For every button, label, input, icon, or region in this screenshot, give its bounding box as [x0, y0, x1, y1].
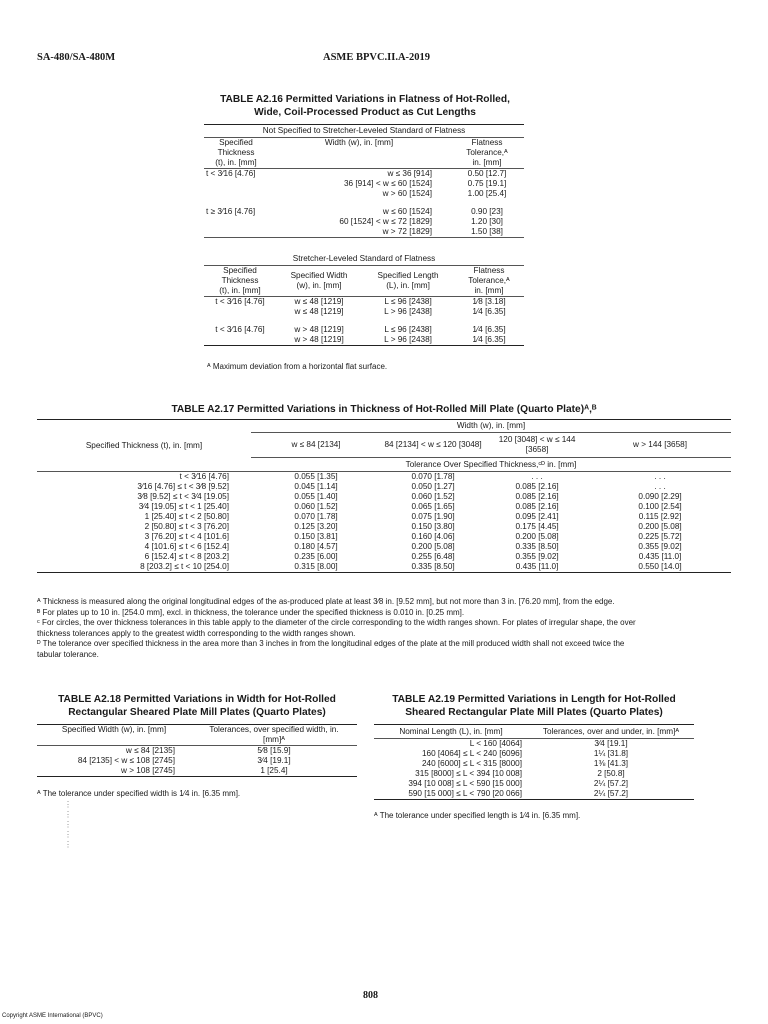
cell: 0.180 [4.57]: [294, 542, 338, 551]
cell: L ≤ 96 [2438]: [384, 325, 432, 334]
cell: 1⁄4 [6.35]: [472, 335, 506, 344]
cell: 5⁄8 [15.9]: [257, 746, 291, 755]
table-row: [204, 207, 524, 217]
cell: L > 96 [2438]: [384, 335, 432, 344]
cell: 0.550 [14.0]: [638, 562, 682, 571]
col-header-length: Nominal Length (L), in. [mm]: [399, 726, 503, 736]
cell: L < 160 [4064]: [469, 739, 522, 748]
header-line: Specified Length: [377, 271, 439, 280]
col-header-thickness: Specified Thickness (t), in. [mm]: [37, 420, 251, 472]
cell: 2¼ [57.2]: [593, 789, 629, 798]
table-row: [37, 562, 731, 573]
tolerance-subheader: Tolerance Over Specified Thickness,ᶜᴰ in. [mm]: [405, 459, 577, 469]
cell: 1⁄4 [6.35]: [472, 307, 506, 316]
cell: 8 [203.2] ≤ t < 10 [254.0]: [140, 562, 229, 571]
footnote: tabular tolerance.: [37, 649, 99, 659]
table-a2-17: [37, 419, 731, 573]
header-line: (t), in. [mm]: [219, 286, 261, 295]
cell: 1.20 [30]: [471, 217, 503, 226]
running-header-right: ASME BPVC.II.A-2019: [323, 52, 431, 63]
header-line: Thickness: [221, 276, 259, 285]
table-row: [374, 789, 694, 800]
cell: 0.085 [2.16]: [515, 482, 559, 491]
table-row: [37, 552, 731, 562]
cell: 0.225 [5.72]: [638, 532, 682, 541]
header-line: Thickness: [217, 148, 255, 157]
cell: 0.355 [9.02]: [515, 552, 559, 561]
footnote: ᶜ For circles, the over thickness tolerances in this table apply to the diameter of the circle corresponding to the width ranges shown. For plates of irregular shape, the over: [37, 618, 636, 627]
cell: 0.075 [1.90]: [411, 512, 455, 521]
cell: 0.060 [1.52]: [294, 502, 338, 511]
cell: 1 [25.4]: [260, 766, 288, 775]
cell: 394 [10 008] ≤ L < 590 [15 000]: [408, 779, 522, 788]
cell: 60 [1524] < w ≤ 72 [1829]: [339, 217, 432, 226]
cell: 1⅜ [41.3]: [593, 759, 629, 768]
cell: 0.095 [2.41]: [515, 512, 559, 521]
cell: w ≤ 48 [1219]: [294, 307, 344, 316]
cell: 36 [914] < w ≤ 60 [1524]: [343, 179, 432, 188]
title-line: Wide, Coil-Processed Product as Cut Lengths: [254, 107, 476, 118]
cell: 0.355 [9.02]: [638, 542, 682, 551]
header-line: Tolerance,ᴬ: [468, 276, 510, 285]
table-row: [374, 779, 694, 789]
title-line: Rectangular Sheared Plate Mill Plates (Quarto Plates): [68, 707, 326, 718]
cell: 0.160 [4.06]: [411, 532, 455, 541]
cell: 0.435 [11.0]: [515, 562, 559, 571]
cell: 3⁄4 [19.05] ≤ t < 1 [25.40]: [138, 502, 229, 511]
table-row: [204, 335, 524, 346]
cell: w > 60 [1524]: [382, 189, 432, 198]
title-line: TABLE A2.16 Permitted Variations in Flatness of Hot-Rolled,: [220, 94, 510, 105]
cell: L > 96 [2438]: [384, 307, 432, 316]
cell: 3⁄16 [4.76] ≤ t < 3⁄8 [9.52]: [137, 482, 229, 491]
table-row: [204, 217, 524, 227]
col-header-thickness: [204, 266, 276, 297]
cell: 0.90 [23]: [471, 207, 503, 216]
header-line: Tolerances, over specified width, in.: [209, 725, 339, 734]
cell: t < 3⁄16 [4.76]: [206, 169, 256, 178]
cell: 1¼ [31.8]: [593, 749, 629, 758]
col-header-thickness: [204, 138, 268, 169]
cell: 1.00 [25.4]: [467, 189, 507, 198]
margin-dots: ⋮ ⋮ ⋮ ⋮ ⋮: [64, 800, 72, 849]
cell: 0.255 [6.48]: [411, 552, 455, 561]
title-line: TABLE A2.19 Permitted Variations in Length for Hot-Rolled: [392, 694, 676, 705]
cell: 0.115 [2.92]: [638, 512, 682, 521]
section-heading: Not Specified to Stretcher-Leveled Standard of Flatness: [262, 126, 466, 135]
cell: . . .: [531, 472, 543, 481]
cell: L ≤ 96 [2438]: [384, 297, 432, 306]
header-line: Specified Width: [290, 271, 348, 280]
cell: [204, 227, 268, 238]
header-line: Specified: [223, 266, 257, 275]
table-row: [204, 179, 524, 189]
cell: 2 [50.8]: [597, 769, 625, 778]
cell: . . .: [654, 482, 666, 491]
col-group-width: Width (w), in. [mm]: [251, 420, 731, 433]
cell: t < 3⁄16 [4.76]: [215, 297, 265, 306]
col-header: 84 [2134] < w ≤ 120 [3048]: [384, 440, 482, 449]
cell: w ≤ 48 [1219]: [294, 297, 344, 306]
col-header: w > 144 [3658]: [633, 440, 687, 449]
cell: w > 108 [2745]: [121, 766, 175, 775]
cell: [204, 179, 268, 189]
col-header-flatness: [450, 138, 524, 169]
cell: 2 [50.80] ≤ t < 3 [76.20]: [144, 522, 229, 531]
header-line: Flatness: [471, 138, 503, 147]
cell: 1⁄4 [6.35]: [472, 325, 506, 334]
cell: 0.150 [3.81]: [294, 532, 338, 541]
table-a2-18-title: [37, 693, 357, 719]
cell: 0.100 [2.54]: [638, 502, 682, 511]
header-line: (L), in. [mm]: [386, 281, 430, 290]
cell: 240 [6000] ≤ L < 315 [8000]: [421, 759, 522, 768]
table-row: [204, 307, 524, 317]
table-row: [37, 532, 731, 542]
cell: 590 [15 000] ≤ L < 790 [20 066]: [408, 789, 522, 798]
header-line: Tolerance,ᴬ: [466, 148, 508, 157]
table-row: [37, 522, 731, 532]
table-row: [204, 297, 524, 308]
cell: w > 48 [1219]: [294, 335, 344, 344]
cell: 0.335 [8.50]: [411, 562, 455, 571]
title-line: TABLE A2.18 Permitted Variations in Width for Hot-Rolled: [58, 694, 336, 705]
col-header-tolerance: [191, 725, 357, 746]
cell: 0.315 [8.00]: [294, 562, 338, 571]
cell: [204, 217, 268, 227]
cell: 6 [152.4] ≤ t < 8 [203.2]: [144, 552, 229, 561]
table-row: [204, 227, 524, 238]
table-a2-19-title: [374, 693, 694, 719]
table-row: [374, 769, 694, 779]
col-header-length: [362, 266, 454, 297]
cell: 0.175 [4.45]: [515, 522, 559, 531]
col-header: w ≤ 84 [2134]: [291, 440, 341, 449]
cell: 3⁄8 [9.52] ≤ t < 3⁄4 [19.05]: [137, 492, 229, 501]
col-header-width: [276, 266, 362, 297]
cell: 0.055 [1.35]: [294, 472, 338, 481]
cell: . . .: [654, 472, 666, 481]
cell: w > 72 [1829]: [382, 227, 432, 236]
cell: 0.050 [1.27]: [411, 482, 455, 491]
header-line: (w), in. [mm]: [296, 281, 342, 290]
table-row: [37, 472, 731, 483]
table-row: [374, 739, 694, 750]
footnote: ᴬ The tolerance under specified width is 1⁄4 in. [6.35 mm].: [37, 789, 241, 798]
cell: 0.50 [12.7]: [467, 169, 507, 178]
cell: 1⁄8 [3.18]: [472, 297, 506, 306]
table-row: [37, 746, 357, 757]
table-a2-19: [374, 724, 694, 800]
header-line: Flatness: [473, 266, 505, 275]
col-header-flatness: [454, 266, 524, 297]
col-header-tolerance: Tolerances, over and under, in. [mm]ᴬ: [542, 726, 680, 736]
cell: [204, 335, 276, 346]
cell: 0.090 [2.29]: [638, 492, 682, 501]
table-a2-17-title: TABLE A2.17 Permitted Variations in Thickness of Hot-Rolled Mill Plate (Quarto Plate)ᴬ,ᴮ: [171, 404, 597, 415]
cell: t < 3⁄16 [4.76]: [215, 325, 265, 334]
cell: 3⁄4 [19.1]: [594, 739, 628, 748]
section-heading: Stretcher-Leveled Standard of Flatness: [292, 253, 436, 263]
cell: 0.200 [5.08]: [515, 532, 559, 541]
table-row: [37, 766, 357, 777]
table-row: [204, 325, 524, 335]
cell: [204, 189, 268, 199]
table-row: [204, 189, 524, 199]
table-row: [37, 756, 357, 766]
table-a2-17-footnotes: [37, 597, 737, 660]
cell: 0.065 [1.65]: [411, 502, 455, 511]
cell: 0.045 [1.14]: [294, 482, 338, 491]
copyright: Copyright ASME International (BPVC): [2, 1013, 103, 1019]
header-line: (t), in. [mm]: [215, 158, 257, 167]
header-line: in. [mm]: [472, 158, 502, 167]
cell: 1.50 [38]: [471, 227, 503, 236]
table-a2-16-part2: [204, 252, 524, 346]
cell: 0.200 [5.08]: [638, 522, 682, 531]
col-header: 120 [3048] < w ≤ 144 [3658]: [498, 435, 576, 454]
table-a2-16-part1: [204, 124, 524, 238]
cell: [204, 307, 276, 317]
header-line: in. [mm]: [474, 286, 504, 295]
cell: t ≥ 3⁄16 [4.76]: [206, 207, 256, 216]
table-row: [37, 512, 731, 522]
cell: 0.070 [1.78]: [294, 512, 338, 521]
cell: w ≤ 84 [2135]: [125, 746, 175, 755]
cell: w > 48 [1219]: [294, 325, 344, 334]
table-row: [374, 759, 694, 769]
table-row: [37, 482, 731, 492]
cell: 0.060 [1.52]: [411, 492, 455, 501]
cell: 0.055 [1.40]: [294, 492, 338, 501]
cell: 4 [101.6] ≤ t < 6 [152.4]: [144, 542, 229, 551]
col-header-width: Specified Width (w), in. [mm]: [61, 725, 167, 734]
cell: 0.335 [8.50]: [515, 542, 559, 551]
cell: 315 [8000] ≤ L < 394 [10 008]: [415, 769, 522, 778]
cell: t < 3⁄16 [4.76]: [179, 472, 229, 481]
cell: 160 [4064] ≤ L < 240 [6096]: [421, 749, 522, 758]
cell: 0.235 [6.00]: [294, 552, 338, 561]
footnote: thickness tolerances apply to the greatest width corresponding to the width ranges shown.: [37, 628, 356, 638]
footnote: ᴰ The tolerance over specified thickness in the area more than 3 inches in from the longitudinal edges of the plate at the mill produced width shall not exceed twice the: [37, 639, 625, 648]
cell: w ≤ 60 [1524]: [382, 207, 432, 216]
col-header-width: Width (w), in. [mm]: [324, 138, 394, 147]
cell: 0.125 [3.20]: [294, 522, 338, 531]
running-header-left: SA-480/SA-480M: [37, 52, 116, 63]
table-a2-18: [37, 724, 357, 777]
footnote: ᴬ Thickness is measured along the original longitudinal edges of the as-produced plate at least 3⁄8 in. [9.52 mm], but not more than 3 in. [76.20 mm], from the edge.: [37, 597, 615, 606]
header-line: Specified: [219, 138, 253, 147]
footnote: ᴬ Maximum deviation from a horizontal flat surface.: [207, 362, 388, 371]
table-a2-16-title: [200, 93, 530, 119]
page-number: 808: [363, 990, 378, 1001]
footnote: ᴮ For plates up to 10 in. [254.0 mm], excl. in thickness, the tolerance under the specified thickness is 0.010 in. [0.25 mm].: [37, 607, 465, 617]
cell: 0.085 [2.16]: [515, 502, 559, 511]
table-row: [374, 749, 694, 759]
cell: 3⁄4 [19.1]: [257, 756, 291, 765]
cell: 2¼ [57.2]: [593, 779, 629, 788]
footnote: ᴬ The tolerance under specified length is 1⁄4 in. [6.35 mm].: [374, 811, 581, 820]
cell: 0.150 [3.80]: [411, 522, 455, 531]
cell: 3 [76.20] ≤ t < 4 [101.6]: [144, 532, 229, 541]
title-line: Sheared Rectangular Plate Mill Plates (Quarto Plates): [405, 707, 663, 718]
table-row: [204, 169, 524, 180]
table-row: [37, 542, 731, 552]
table-row: [37, 492, 731, 502]
cell: 1 [25.40] ≤ t < 2 [50.80]: [144, 512, 229, 521]
cell: 0.085 [2.16]: [515, 492, 559, 501]
header-line: [mm]ᴬ: [263, 735, 285, 744]
table-row: [37, 502, 731, 512]
cell: 0.200 [5.08]: [411, 542, 455, 551]
cell: w ≤ 36 [914]: [387, 169, 432, 178]
cell: 0.75 [19.1]: [467, 179, 507, 188]
cell: 0.435 [11.0]: [638, 552, 682, 561]
cell: 0.070 [1.78]: [411, 472, 455, 481]
cell: 84 [2135] < w ≤ 108 [2745]: [77, 756, 175, 765]
